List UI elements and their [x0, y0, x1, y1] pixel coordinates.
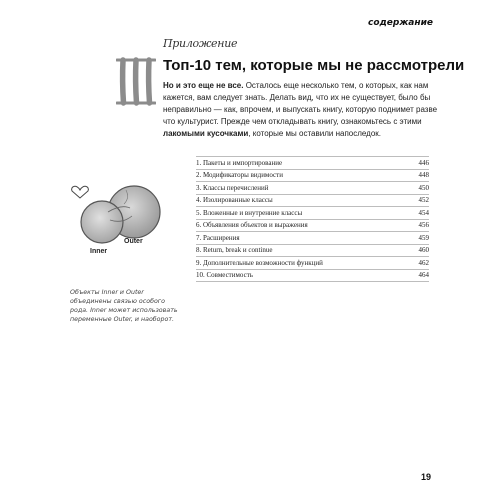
toc-entry[interactable]	[196, 195, 429, 208]
inner-label: Inner	[90, 248, 108, 255]
toc-entry[interactable]	[196, 207, 429, 220]
toc-entry-title: 7. Расширения	[196, 233, 240, 242]
running-header: содержание	[368, 18, 433, 28]
toc-entry-title: 2. Модификаторы видимости	[196, 171, 283, 180]
toc-entry-title: 10. Совместимость	[196, 271, 253, 280]
toc-entry[interactable]	[196, 156, 429, 170]
inner-outer-illustration	[66, 176, 184, 272]
toc-entry-title: 1. Пакеты и импортирование	[196, 158, 283, 167]
toc-entry-page: 464	[418, 271, 429, 280]
toc-entry-page: 462	[418, 258, 429, 267]
toc-entry[interactable]	[196, 232, 429, 245]
toc-entry-title: 8. Return, break и continue	[196, 246, 273, 255]
toc-entry[interactable]	[196, 170, 429, 183]
toc-entry[interactable]	[196, 245, 429, 258]
page-title: Топ-10 тем, которые мы не рассмотрели	[163, 57, 465, 74]
toc-entry-title: 9. Дополнительные возможности функций	[196, 258, 323, 267]
objects-image	[66, 176, 184, 272]
toc-entry-page: 448	[418, 171, 429, 180]
chapter-numeral	[116, 56, 156, 106]
outer-label: Outer	[124, 238, 143, 245]
toc-entry[interactable]	[196, 270, 429, 283]
toc-entry-page: 454	[418, 208, 429, 217]
toc-entry-title: 6. Объявления объектов и выражения	[196, 221, 308, 230]
toc-entry-page: 459	[418, 233, 429, 242]
intro-lead: Но и это еще не все.	[163, 81, 244, 90]
table-of-contents	[196, 156, 429, 282]
toc-entry-page: 452	[418, 196, 429, 205]
page-number: 19	[420, 472, 431, 482]
intro-text: Осталось еще несколько тем, о которых, как нам кажется, вам следует знать. Делать вид, что их не существует, было бы неправильно — как, впрочем, и выпускать книгу, которую поднимет разве что культурист. Прежде чем откладывать книгу, ознакомьтесь с этими	[163, 81, 438, 126]
toc-entry-title: 3. Классы перечислений	[196, 183, 269, 192]
illustration-note: Объекты Inner и Outer объединены связью особого рода. Inner может использовать переменные Outer, и наоборот.	[70, 289, 178, 323]
toc-entry-title: 4. Изолированные классы	[196, 196, 273, 205]
intro-paragraph	[163, 80, 438, 140]
toc-entry-page: 446	[418, 158, 429, 167]
toc-entry[interactable]	[196, 220, 429, 233]
toc-entry[interactable]	[196, 257, 429, 270]
appendix-label: Приложение	[163, 37, 238, 50]
toc-entry-page: 460	[418, 246, 429, 255]
toc-entry-title: 5. Вложенные и внутренние классы	[196, 208, 303, 217]
intro-text-end: , которые мы оставили напоследок.	[248, 129, 381, 138]
toc-entry-page: 456	[418, 221, 429, 230]
toc-entry[interactable]	[196, 182, 429, 195]
toc-entry-page: 450	[418, 183, 429, 192]
intro-highlight: лакомыми кусочками	[163, 129, 249, 138]
